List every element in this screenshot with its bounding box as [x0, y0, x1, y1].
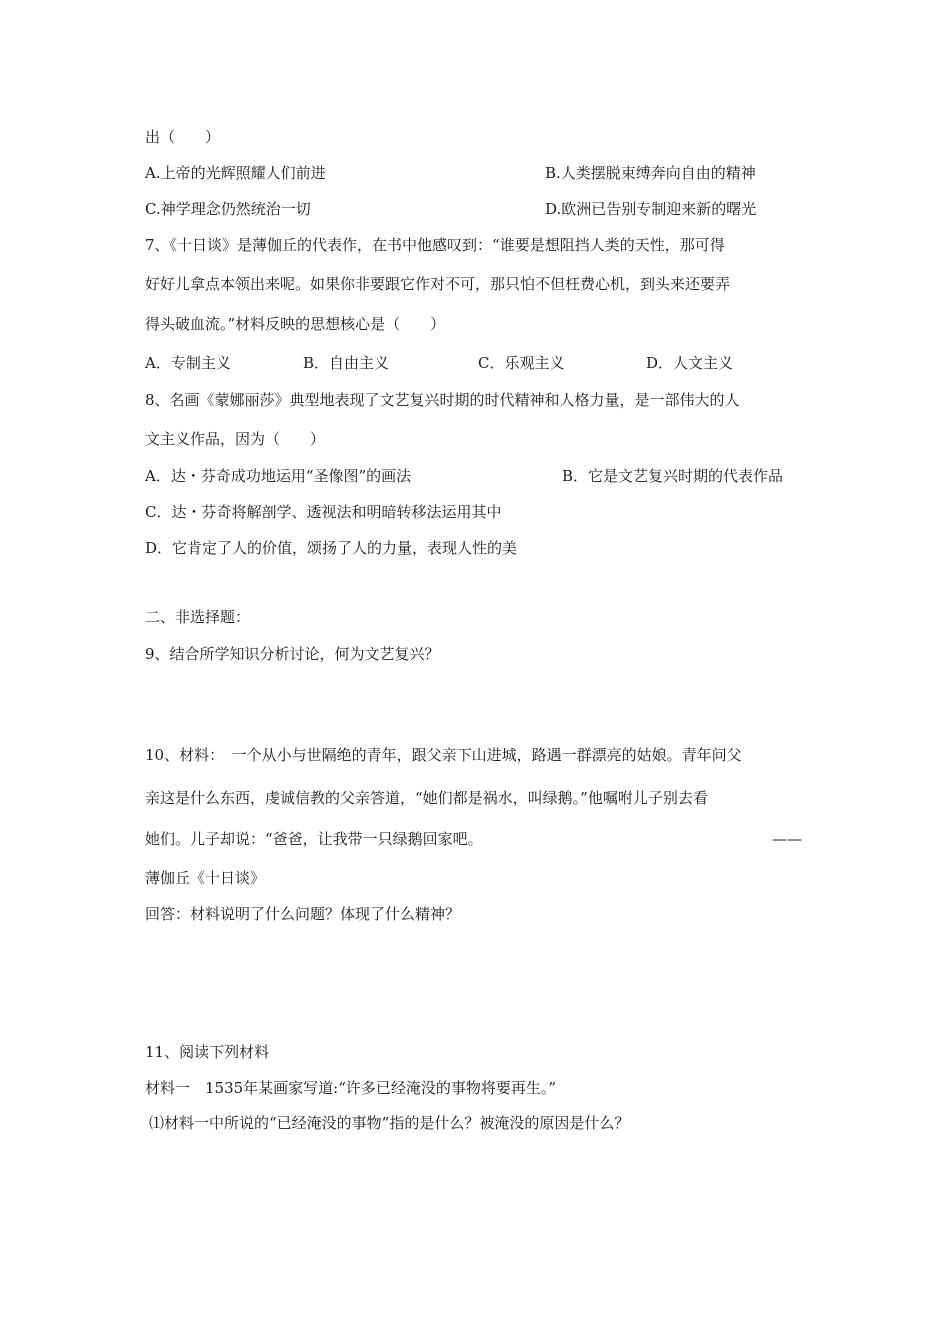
- q9-text: 9、结合所学知识分析讨论，何为文艺复兴？: [145, 645, 440, 663]
- section-2-title: 二、非选择题：: [145, 608, 251, 626]
- q11-title: 11、阅读下列材料: [145, 1043, 270, 1061]
- q7-line-1: 7、《十日谈》是薄伽丘的代表作，在书中他感叹到：“谁要是想阻挡人类的天性，那可得: [145, 236, 725, 254]
- q7-option-c: C．乐观主义: [478, 354, 565, 372]
- q11-subquestion-1: ⑴材料一中所说的“已经淹没的事物”指的是什么？被淹没的原因是什么？: [149, 1114, 630, 1132]
- q8-option-d: D．它肯定了人的价值，颂扬了人的力量，表现人性的美: [145, 539, 518, 557]
- q6-option-a: A.上帝的光辉照耀人们前进: [145, 164, 326, 182]
- q10-source: 薄伽丘《十日谈》: [145, 869, 266, 887]
- q7-line-2: 好好儿拿点本领出来呢。如果你非要跟它作对不可，那只怕不但枉费心机，到头来还要弄: [145, 275, 731, 293]
- q6-continuation: 出（ ）: [145, 128, 221, 146]
- q7-option-d: D．人文主义: [646, 354, 734, 372]
- q10-question: 回答：材料说明了什么问题？体现了什么精神？: [145, 905, 461, 923]
- q8-line-1: 8、名画《蒙娜丽莎》典型地表现了文艺复兴时期的时代精神和人格力量，是一部伟大的人: [145, 391, 740, 409]
- q8-option-a: A．达・芬奇成功地运用“圣像图”的画法: [145, 467, 412, 485]
- q7-option-b: B．自由主义: [303, 354, 390, 372]
- q8-line-2: 文主义作品，因为（ ）: [145, 430, 326, 448]
- q7-line-3: 得头破血流。”材料反映的思想核心是（ ）: [145, 315, 446, 333]
- q10-line-1: 10、材料： 一个从小与世隔绝的青年，跟父亲下山进城，路遇一群漂亮的姑娘。青年问父: [145, 746, 742, 764]
- q8-option-b: B．它是文艺复兴时期的代表作品: [562, 467, 784, 485]
- q6-option-c: C.神学理念仍然统治一切: [145, 200, 311, 218]
- q8-option-c: C．达・芬奇将解剖学、透视法和明暗转移法运用其中: [145, 503, 502, 521]
- q11-material-1: 材料一 1535年某画家写道:“许多已经淹没的事物将要再生。”: [145, 1079, 557, 1097]
- q7-option-a: A．专制主义: [145, 354, 231, 372]
- q10-dash: ——: [772, 830, 802, 848]
- q6-option-d: D.欧洲已告别专制迎来新的曙光: [545, 200, 757, 218]
- q6-option-b: B.人类摆脱束缚奔向自由的精神: [545, 164, 756, 182]
- q10-line-3: 她们。儿子却说：“爸爸，让我带一只绿鹅回家吧。: [145, 830, 483, 848]
- q10-line-2: 亲这是什么东西，虔诚信教的父亲答道，“她们都是祸水，叫绿鹅。”他嘱咐儿子别去看: [145, 789, 708, 807]
